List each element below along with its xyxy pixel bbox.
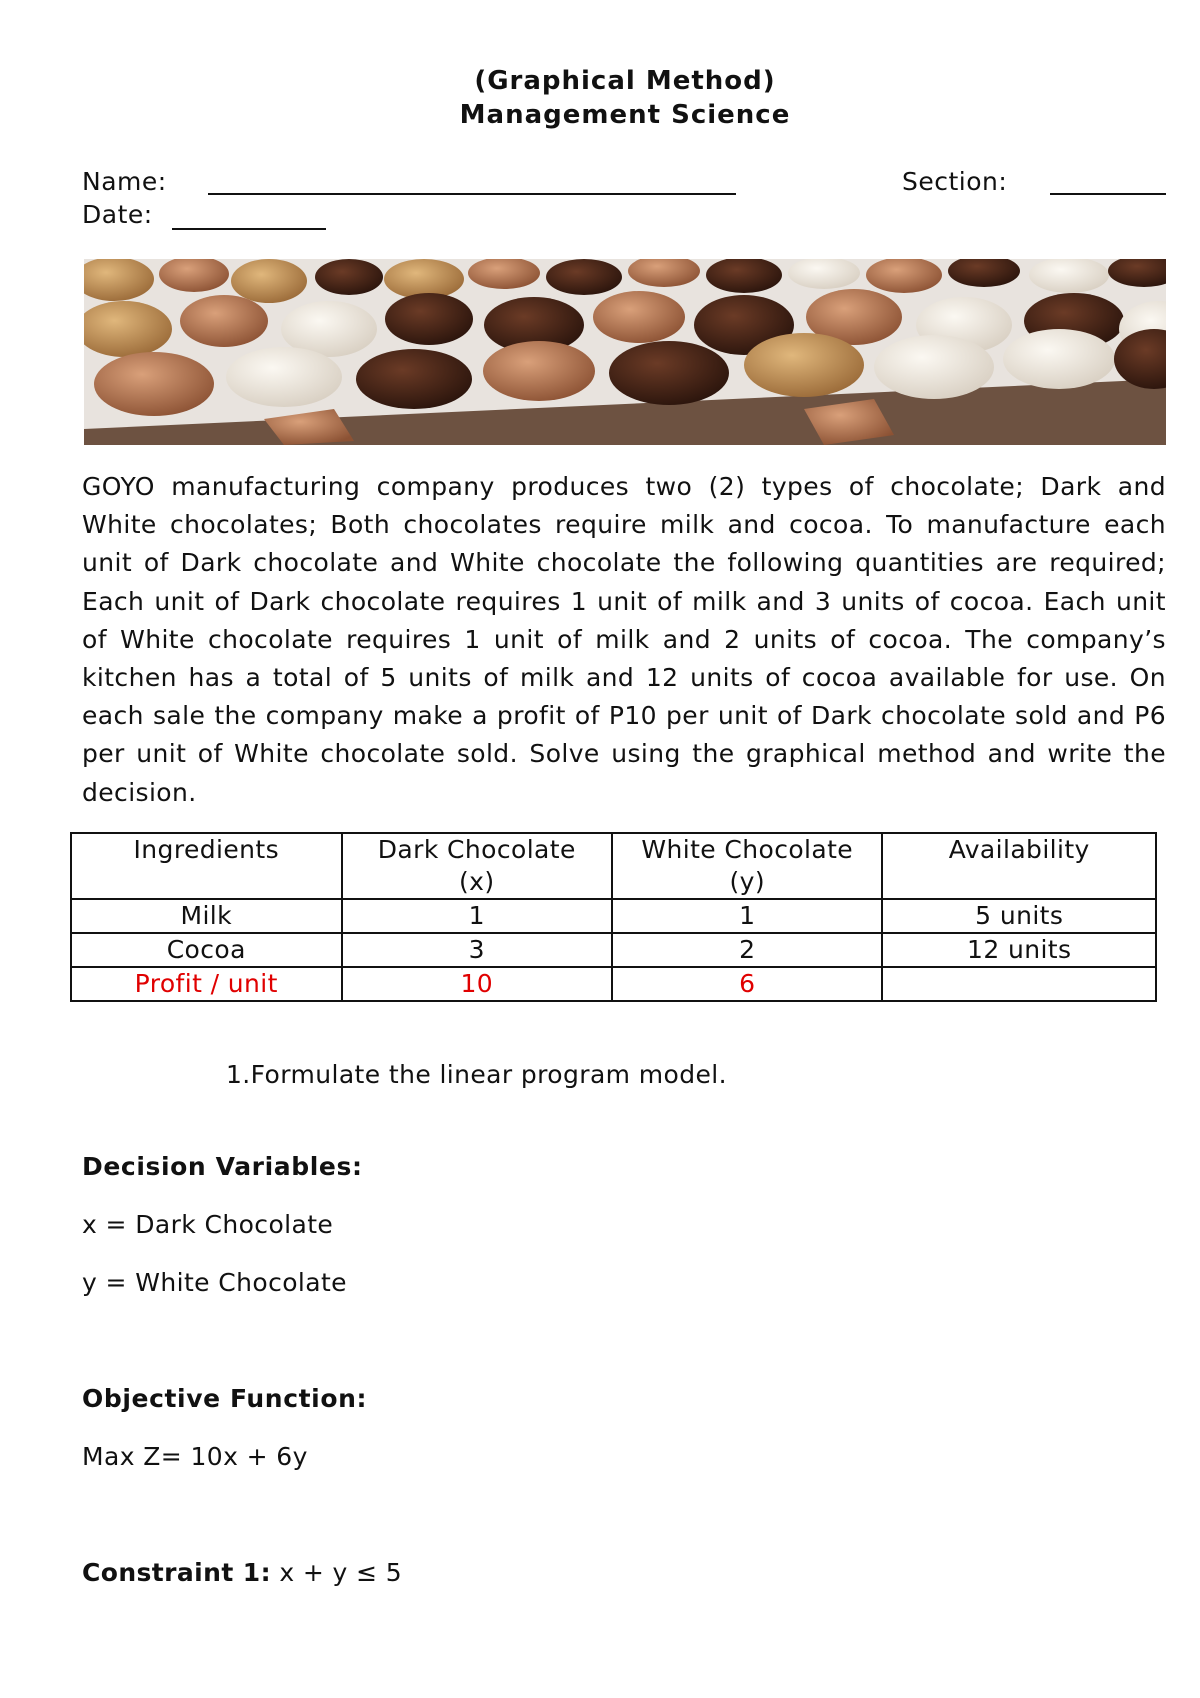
- decision-variable-y: y = White Chocolate: [82, 1268, 347, 1297]
- constraint-1-label: Constraint 1:: [82, 1558, 271, 1587]
- decision-variables-heading: Decision Variables:: [82, 1152, 363, 1181]
- table-row-profit: [71, 967, 1156, 1001]
- table-cell: 12 units: [882, 933, 1156, 967]
- decision-variable-x: x = Dark Chocolate: [82, 1210, 334, 1239]
- table-row: [71, 933, 1156, 967]
- name-label: Name:: [82, 167, 167, 196]
- constraint-1-expression: x + y ≤ 5: [270, 1558, 403, 1587]
- section-label: Section:: [902, 167, 1008, 196]
- table-cell: 5 units: [882, 899, 1156, 933]
- objective-function-heading: Objective Function:: [82, 1384, 368, 1413]
- chocolate-box-photo: [84, 259, 1166, 445]
- header-dark-chocolate: Dark Chocolate (x): [342, 833, 612, 899]
- table-cell: 1: [342, 899, 612, 933]
- question-1: 1.Formulate the linear program model.: [226, 1060, 727, 1089]
- constraint-1: [82, 1558, 402, 1587]
- table-cell: Milk: [71, 899, 342, 933]
- table-cell: 6: [612, 967, 882, 1001]
- name-blank[interactable]: [208, 193, 736, 195]
- table-row: [71, 899, 1156, 933]
- objective-function-expression: Max Z= 10x + 6y: [82, 1442, 308, 1471]
- date-blank[interactable]: [172, 228, 326, 230]
- table-cell: [882, 967, 1156, 1001]
- table-cell: Cocoa: [71, 933, 342, 967]
- title-line-2: Management Science: [459, 100, 791, 130]
- header-ingredients: Ingredients: [71, 833, 342, 899]
- section-blank[interactable]: [1050, 193, 1166, 195]
- table-cell: 10: [342, 967, 612, 1001]
- table-cell: 3: [342, 933, 612, 967]
- table-cell: 2: [612, 933, 882, 967]
- header-white-chocolate: White Chocolate (y): [612, 833, 882, 899]
- table-header-row: [71, 833, 1156, 899]
- table-cell: Profit / unit: [71, 967, 342, 1001]
- date-label: Date:: [82, 200, 153, 229]
- ingredients-table: [70, 832, 1157, 1002]
- table-cell: 1: [612, 899, 882, 933]
- problem-statement: GOYO manufacturing company produces two (2) types of chocolate; Dark and White chocolates; Both chocolates require milk and cocoa. To manufacture each unit of Dark chocolate and White chocolate the following quantities are required; Each unit of Dark chocolate requires 1 unit of milk and 3 units of cocoa. Each unit of White chocolate requires 1 unit of milk and 2 units of cocoa. The company’s kitchen has a total of 5 units of milk and 12 units of cocoa available for use. On each sale the company make a profit of P10 per unit of Dark chocolate sold and P6 per unit of White chocolate sold. Solve using the graphical method and write the decision.: [82, 472, 1166, 807]
- header-availability: Availability: [882, 833, 1156, 899]
- title-line-1: (Graphical Method): [474, 66, 776, 96]
